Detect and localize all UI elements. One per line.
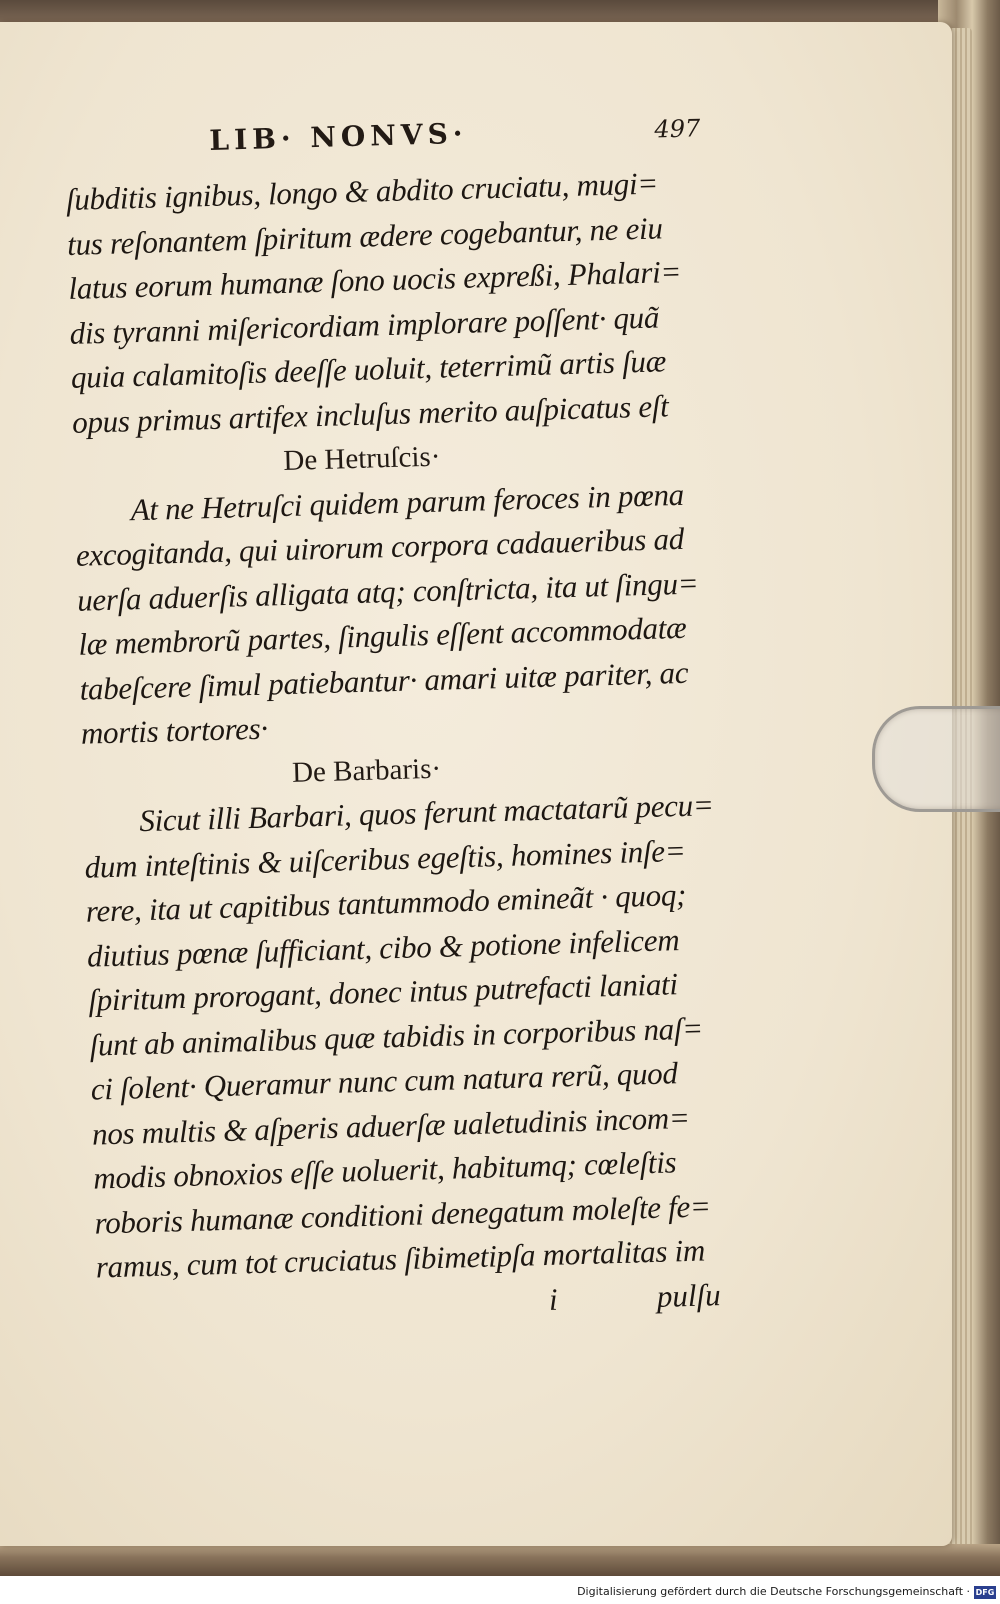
text-line: tabeſcere ſimul patiebantur· amari uitæ pariter, ac [79, 654, 689, 707]
text-line: roboris humanæ conditioni denegatum moleſte fe= [94, 1187, 711, 1241]
book-edge-bottom [0, 1544, 1000, 1576]
text-line: nos multis & aſperis aduerſæ ualetudinis incom= [91, 1099, 690, 1152]
text-line: opus primus artifex incluſus merito auſpicatus eſt [71, 387, 669, 440]
text-line: modis obnoxios eſſe uoluerit, habitumq; cœleſtis [92, 1144, 677, 1196]
text-line: ſunt ab animalibus quæ tabidis in corporibus naſ= [89, 1010, 704, 1063]
text-line: dum inteſtinis & uiſceribus egeſtis, homines inſe= [84, 832, 686, 885]
section-heading-hetruscis: De Hetruſcis· [282, 440, 441, 477]
text-line: Sicut illi Barbari, quos ferunt mactatarũ pecu= [138, 787, 714, 839]
text-line: dis tyranni miſericordiam implorare poſſent· quã [69, 298, 660, 351]
signature-mark: i [548, 1281, 558, 1317]
dfg-logo: DFG [975, 1588, 995, 1597]
text-line: mortis tortores· [80, 710, 269, 751]
text-line: ſpiritum prorogant, donec intus putrefacti laniati [87, 966, 679, 1018]
page-number: 497 [654, 114, 701, 144]
text-line: diutius pœnæ ſufficiant, cibo & potione infelicem [86, 921, 680, 974]
running-head: LIB· NONVS· [208, 116, 468, 157]
text-line: excogitanda, qui uirorum corpora cadaueribus ad [75, 520, 685, 573]
text-line: ſubditis ignibus, longo & abdito cruciatu, mugi= [65, 165, 659, 217]
text-block [64, 110, 756, 1317]
section-heading-barbaris: De Barbaris· [291, 752, 442, 789]
text-line: tus reſonantem ſpiritum ædere cogebantur, ne eiu [66, 209, 663, 262]
catchword: pulſu [656, 1276, 722, 1314]
text-line: ramus, cum tot cruciatus ſibimetipſa mortalitas im [95, 1232, 706, 1285]
text-line: At ne Hetruſci quidem parum feroces in pœna [130, 476, 685, 527]
text-line: rere, ita ut capitibus tantummodo emineãt · quoq; [85, 876, 687, 929]
digitization-credit: Digitalisierung gefördert durch die Deutsche Forschungsgemeinschaft · [577, 1585, 970, 1598]
text-line: ci ſolent· Queramur nunc cum natura rerũ, quod [90, 1055, 679, 1107]
footer-bar [0, 1576, 1000, 1604]
text-line: læ membrorũ partes, ſingulis eſſent accommodatæ [77, 609, 687, 662]
text-line: uerſa aduerſis alligata atq; conſtricta, ita ut ſingu= [76, 564, 699, 618]
page-clip [872, 706, 1000, 812]
text-line: latus eorum humanæ ſono uocis expreßi, Phalari= [67, 253, 682, 306]
text-line: quia calamitoſis deeſſe uoluit, teterrimũ artis ſuæ [70, 343, 667, 395]
